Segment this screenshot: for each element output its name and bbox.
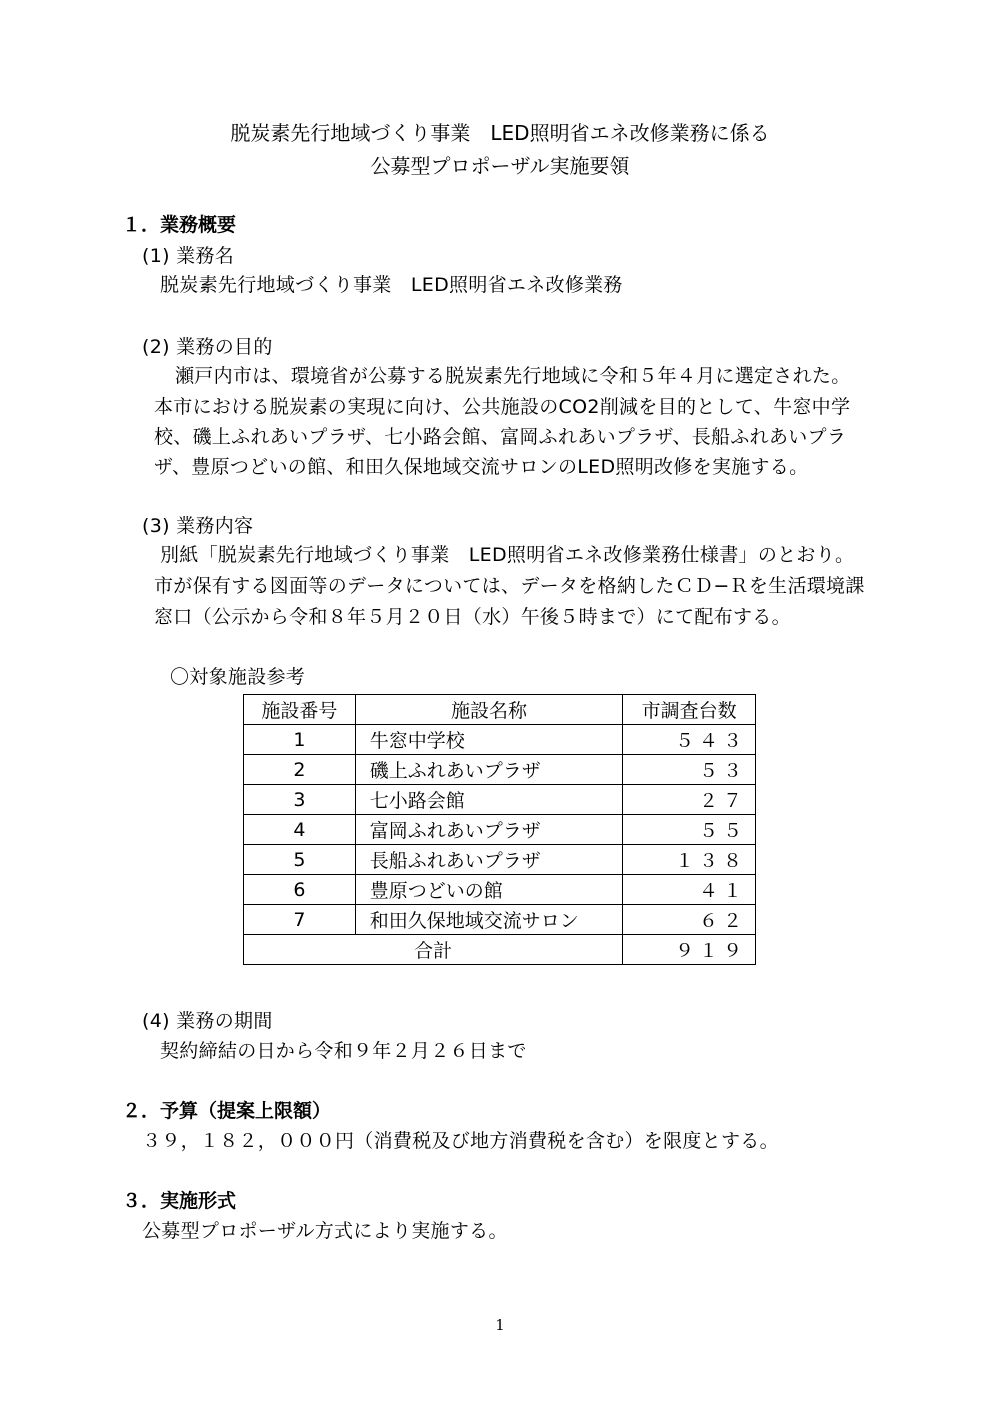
facility-name: 磯上ふれあいプラザ	[355, 755, 622, 785]
table-row	[244, 845, 756, 875]
sub2-heading: (2) 業務の目的	[142, 336, 273, 358]
facility-number: 4	[244, 815, 356, 845]
sub2-line: 瀬戸内市は、環境省が公募する脱炭素先行地域に令和５年４月に選定された。	[175, 365, 851, 387]
total-count: ９１９	[623, 935, 756, 965]
section1-heading: １．業務概要	[122, 214, 237, 236]
section3-text: 公募型プロポーザル方式により実施する。	[142, 1220, 508, 1242]
facility-number: 6	[244, 875, 356, 905]
section2-text: ３９，１８２，０００円（消費税及び地方消費税を含む）を限度とする。	[142, 1130, 779, 1152]
document-title-line2: 公募型プロポーザル実施要領	[370, 154, 630, 178]
sub2-line: 本市における脱炭素の実現に向け、公共施設のCO2削減を目的として、牛窓中学	[154, 396, 851, 418]
table-row	[244, 755, 756, 785]
table-row	[244, 815, 756, 845]
sub1-heading: (1) 業務名	[142, 245, 235, 267]
section3-heading: ３．実施形式	[122, 1190, 237, 1212]
table-caption: 〇対象施設参考	[170, 666, 306, 688]
sub3-line: 窓口（公示から令和８年５月２０日（水）午後５時まで）にて配布する。	[154, 606, 791, 628]
header-facility-name: 施設名称	[355, 695, 622, 725]
table-header-row	[244, 695, 756, 725]
facility-count: ５４３	[623, 725, 756, 755]
table-row	[244, 785, 756, 815]
facility-number: 7	[244, 905, 356, 935]
facility-count: １３８	[623, 845, 756, 875]
sub3-heading: (3) 業務内容	[142, 515, 254, 537]
table-row	[244, 905, 756, 935]
facility-number: 1	[244, 725, 356, 755]
header-facility-number: 施設番号	[244, 695, 356, 725]
sub4-text: 契約締結の日から令和９年２月２６日まで	[160, 1040, 527, 1062]
facility-name: 牛窓中学校	[355, 725, 622, 755]
sub2-line: ザ、豊原つどいの館、和田久保地域交流サロンのLED照明改修を実施する。	[154, 456, 809, 478]
facility-number: 5	[244, 845, 356, 875]
sub2-line: 校、磯上ふれあいプラザ、七小路会館、富岡ふれあいプラザ、長船ふれあいプラ	[154, 426, 847, 448]
facility-count: ４１	[623, 875, 756, 905]
sub3-line: 別紙「脱炭素先行地域づくり事業 LED照明省エネ改修業務仕様書」のとおり。	[160, 544, 855, 566]
facility-name: 豊原つどいの館	[355, 875, 622, 905]
table-row	[244, 725, 756, 755]
facility-count: ５３	[623, 755, 756, 785]
header-survey-count: 市調査台数	[623, 695, 756, 725]
sub4-heading: (4) 業務の期間	[142, 1010, 273, 1032]
section2-heading: ２．予算（提案上限額）	[122, 1100, 332, 1122]
facility-name: 長船ふれあいプラザ	[355, 845, 622, 875]
table-total-row	[244, 935, 756, 965]
facility-number: 3	[244, 785, 356, 815]
facility-count: ５５	[623, 815, 756, 845]
document-title-line1: 脱炭素先行地域づくり事業 LED照明省エネ改修業務に係る	[230, 121, 770, 145]
facility-count: ６２	[623, 905, 756, 935]
facility-name: 富岡ふれあいプラザ	[355, 815, 622, 845]
facility-name: 和田久保地域交流サロン	[355, 905, 622, 935]
table-row	[244, 875, 756, 905]
sub1-text: 脱炭素先行地域づくり事業 LED照明省エネ改修業務	[160, 274, 623, 296]
total-label: 合計	[244, 935, 623, 965]
facility-count: ２７	[623, 785, 756, 815]
sub3-line: 市が保有する図面等のデータについては、データを格納したＣＤ−Ｒを生活環境課	[154, 575, 865, 597]
facility-number: 2	[244, 755, 356, 785]
page-number: 1	[495, 1316, 505, 1334]
facility-name: 七小路会館	[355, 785, 622, 815]
facility-table	[243, 694, 756, 965]
